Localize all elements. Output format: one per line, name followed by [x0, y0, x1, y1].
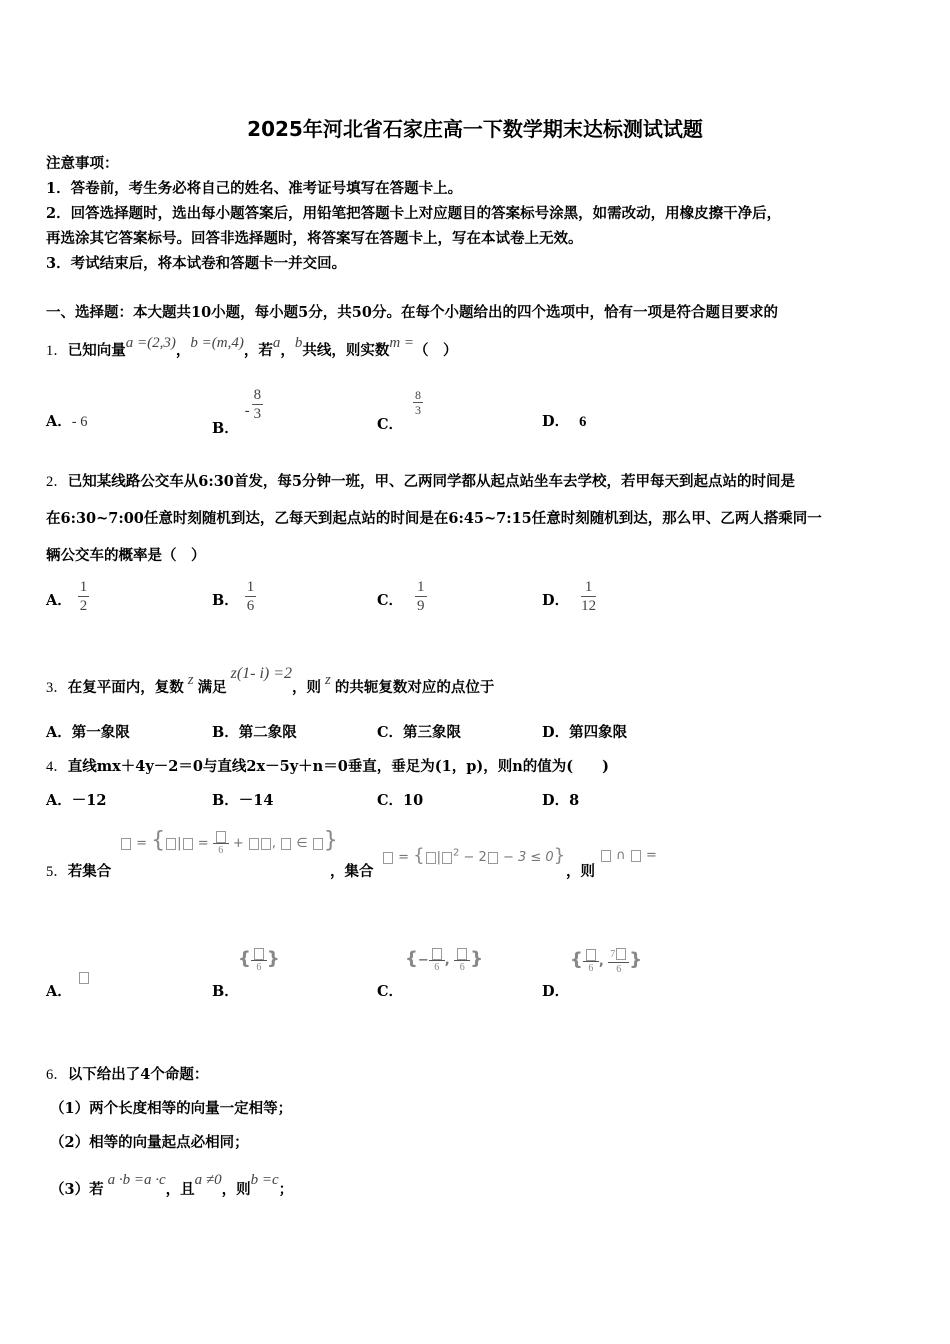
q5-option-c[interactable]	[377, 948, 484, 1001]
option-label: B．	[212, 792, 239, 809]
fraction	[78, 578, 90, 615]
question-number: 5．	[46, 864, 68, 880]
q3-option-a[interactable]	[46, 721, 130, 742]
question-4	[46, 755, 609, 776]
conclusion-equation: b =c	[250, 1172, 279, 1188]
numerator: 1	[581, 578, 596, 597]
equals-sign: =	[645, 848, 657, 863]
placeholder-glyph	[601, 850, 611, 862]
question-5	[46, 860, 111, 881]
q2-option-d[interactable]	[542, 578, 596, 615]
m-symbol: m =	[389, 335, 415, 351]
option-label: C．	[377, 983, 404, 1000]
q3-text: 的共轭复数对应的点位于	[334, 679, 495, 696]
dot-product-equation: a ·b =a ·c	[107, 1172, 166, 1188]
q1-option-c[interactable]	[377, 388, 423, 433]
q4-option-a[interactable]	[46, 789, 106, 810]
placeholder-glyph	[121, 838, 131, 850]
option-label: A．	[46, 724, 72, 741]
option-value: 第三象限	[403, 724, 462, 741]
placeholder-glyph	[457, 948, 467, 960]
q4-option-d[interactable]	[542, 789, 579, 810]
intersection-symbol: ∩	[616, 848, 626, 863]
q2-option-b[interactable]	[212, 578, 256, 615]
notice-item-2-cont: 再选涂其它答案标号。回答非选择题时，将答案写在答题卡上，写在本试卷上无效。	[46, 230, 583, 247]
minus-sign: −	[417, 953, 429, 969]
q2-text: 已知某线路公交车从6:30首发，每5分钟一班，甲、乙两同学都从起点站坐车去学校，若甲每天到起点站的时间是	[67, 473, 795, 490]
question-number: 2．	[46, 474, 68, 490]
placeholder-glyph	[631, 850, 641, 862]
option-value: －12	[71, 792, 107, 809]
option-label: C．	[377, 415, 404, 433]
placeholder-glyph	[586, 949, 596, 961]
proposition-1: （1）两个长度相等的向量一定相等；	[50, 1100, 293, 1117]
option-value: －14	[238, 792, 274, 809]
option-label: B．	[212, 983, 239, 1000]
plus-sign: +	[232, 836, 248, 851]
p3-text: ；	[278, 1181, 294, 1198]
empty-set-glyph	[79, 972, 89, 984]
question-number: 4．	[46, 759, 68, 775]
denominator: 9	[417, 598, 425, 614]
question-3	[46, 665, 495, 697]
answer-blank: （ ）	[414, 342, 458, 359]
denominator: 6	[616, 964, 622, 975]
denominator: 3	[253, 406, 262, 422]
placeholder-glyph	[426, 852, 436, 864]
minus-term: − 2	[463, 850, 487, 865]
q3-option-d[interactable]	[542, 721, 627, 742]
option-set: {− 6 , 6 }	[405, 946, 483, 975]
q1-text: ，	[280, 342, 295, 359]
option-label: A．	[46, 792, 72, 809]
notice-item-1: 1．答卷前，考生务必将自己的姓名、准考证号填写在答题卡上。	[46, 180, 463, 197]
question-2-line-3: 辆公交车的概率是（ ）	[46, 547, 206, 564]
option-label: B．	[212, 724, 239, 741]
q1-text: 共线，则实数	[302, 342, 390, 359]
question-2-line-2: 在6:30~7:00任意时刻随机到达，乙每天到起点站的时间是在6:45~7:15任意时刻随机到达，那么甲、乙两人搭乘同一	[46, 510, 822, 527]
denominator: 2	[79, 598, 88, 614]
option-label: D．	[542, 591, 570, 609]
option-label: C．	[377, 724, 404, 741]
q3-option-c[interactable]	[377, 721, 461, 742]
option-label: D．	[542, 983, 570, 1000]
placeholder-glyph	[216, 831, 226, 843]
fraction	[213, 829, 229, 858]
placeholder-glyph	[261, 838, 271, 850]
p3-text: （3）若	[50, 1181, 104, 1198]
fraction	[581, 578, 596, 615]
denominator: 6	[459, 962, 465, 974]
q5-option-a[interactable]	[46, 980, 84, 1001]
question-2	[46, 470, 795, 491]
numerator: 8	[415, 388, 422, 402]
denominator: 12	[581, 598, 597, 614]
option-label: B．	[212, 591, 239, 609]
option-label: C．	[377, 792, 404, 809]
q2-option-c[interactable]	[377, 578, 427, 615]
fraction	[583, 947, 599, 976]
placeholder-glyph	[313, 838, 323, 850]
vector-b-symbol: b	[294, 335, 303, 351]
placeholder-glyph	[383, 852, 393, 864]
set-b-formula: = { | $^2$ − 2 − 3 ≤ 0}	[382, 845, 565, 866]
q1-text: ，若	[243, 342, 273, 359]
notice-heading: 注意事项：	[46, 155, 119, 172]
fraction	[252, 386, 264, 423]
placeholder-glyph	[166, 838, 176, 850]
p3-text: ，则	[221, 1181, 251, 1198]
numerator: 1	[246, 579, 255, 595]
denominator: 3	[415, 403, 422, 417]
q3-text: 满足	[197, 679, 227, 696]
q5-text-2: ，集合	[330, 863, 374, 880]
option-label: B．	[212, 419, 239, 437]
placeholder-glyph	[183, 838, 193, 850]
numerator: 1	[417, 579, 425, 595]
denominator: 6	[434, 962, 440, 974]
inequality: − 3 ≤ 0	[502, 850, 554, 865]
option-value: 8	[569, 792, 580, 809]
proposition-3	[50, 1172, 294, 1199]
p3-text: ，且	[165, 1181, 195, 1198]
numerator: 8	[253, 387, 262, 403]
question-number: 6．	[46, 1067, 68, 1083]
option-value: 第二象限	[238, 724, 297, 741]
q5-option-b[interactable]	[212, 948, 280, 1001]
q5-text: 若集合	[67, 863, 112, 880]
q5-option-d[interactable]	[542, 949, 643, 1001]
placeholder-glyph	[249, 838, 259, 850]
option-value: 第一象限	[71, 724, 130, 741]
nonzero-condition: a ≠0	[194, 1172, 222, 1188]
question-number: 3．	[46, 680, 68, 696]
option-value: - 6	[71, 414, 88, 430]
fraction	[415, 578, 427, 615]
option-set: { 6 , $\frac{7}{6}$ }	[570, 946, 642, 977]
denominator: 6	[218, 845, 224, 857]
set-a-formula: = { | = 6 + , ∈ }	[120, 828, 338, 858]
vector-b-math: b =(m,4)	[190, 335, 244, 351]
vector-a-math: a =(2,3)	[125, 335, 176, 351]
q4-text: 直线mx＋4y－2＝0与直线2x－5y＋n＝0垂直，垂足为(1，p)，则n的值为( )	[67, 758, 610, 775]
option-label: D．	[542, 413, 570, 430]
denominator: 6	[588, 963, 594, 975]
option-label: D．	[542, 792, 570, 809]
numerator-coefficient: 7	[610, 949, 616, 960]
minus-sign: -	[244, 402, 250, 419]
option-value: 6	[579, 414, 587, 430]
placeholder-glyph	[281, 838, 291, 850]
proposition-2: （2）相等的向量起点必相同；	[50, 1134, 249, 1151]
placeholder-glyph	[488, 852, 498, 864]
section-heading: 一、选择题：本大题共10小题，每小题5分，共50分。在每个小题给出的四个选项中，恰有一项是符合题目要求的	[46, 304, 778, 321]
q1-option-b[interactable]	[212, 386, 263, 437]
question-6	[46, 1063, 208, 1084]
denominator: 6	[246, 598, 255, 614]
q3-text: 在复平面内，复数	[67, 679, 184, 696]
fraction	[245, 578, 257, 615]
z-symbol: z	[187, 672, 194, 688]
fraction	[251, 946, 267, 975]
option-value: 10	[403, 792, 424, 809]
question-1	[46, 335, 458, 360]
option-label: D．	[542, 724, 570, 741]
option-label: C．	[377, 591, 404, 609]
q6-text: 以下给出了4个命题：	[67, 1066, 209, 1083]
fraction	[608, 946, 629, 977]
option-set: { 6 }	[238, 946, 280, 975]
q5-text-3: ，则	[566, 863, 595, 880]
q1-option-d[interactable]	[542, 410, 586, 431]
q1-text: 已知向量	[67, 342, 126, 359]
q4-option-b[interactable]	[212, 789, 273, 810]
fraction	[429, 946, 445, 975]
option-label: A．	[46, 591, 72, 609]
placeholder-glyph	[254, 948, 264, 960]
intersection-formula	[600, 848, 657, 863]
complex-equation: z(1- i) =2	[230, 665, 293, 682]
option-value: 第四象限	[569, 724, 628, 741]
denominator: 6	[256, 962, 262, 974]
fraction	[454, 946, 470, 975]
placeholder-glyph	[616, 948, 626, 960]
z-symbol: z	[325, 672, 331, 688]
q2-option-a[interactable]	[46, 578, 89, 615]
q4-option-c[interactable]	[377, 789, 423, 810]
notice-item-2: 2．回答选择题时，选出每小题答案后，用铅笔把答题卡上对应题目的答案标号涂黑，如需改动，用橡皮擦干净后，	[46, 205, 782, 222]
q1-option-a[interactable]	[46, 410, 87, 431]
question-number: 1．	[46, 343, 68, 359]
placeholder-glyph	[442, 852, 452, 864]
page-title: 2025年河北省石家庄高一下数学期末达标测试试题	[247, 117, 703, 141]
element-of: ∈	[296, 836, 308, 851]
q1-text: ，	[175, 342, 191, 359]
q3-option-b[interactable]	[212, 721, 297, 742]
numerator: 1	[79, 579, 88, 595]
vector-a-symbol: a	[272, 335, 281, 351]
placeholder-glyph	[432, 948, 442, 960]
option-label: A．	[46, 983, 72, 1000]
q3-text: ，则	[292, 679, 322, 696]
notice-item-3: 3．考试结束后，将本试卷和答题卡一并交回。	[46, 255, 347, 272]
fraction	[413, 388, 423, 417]
option-label: A．	[46, 413, 72, 430]
